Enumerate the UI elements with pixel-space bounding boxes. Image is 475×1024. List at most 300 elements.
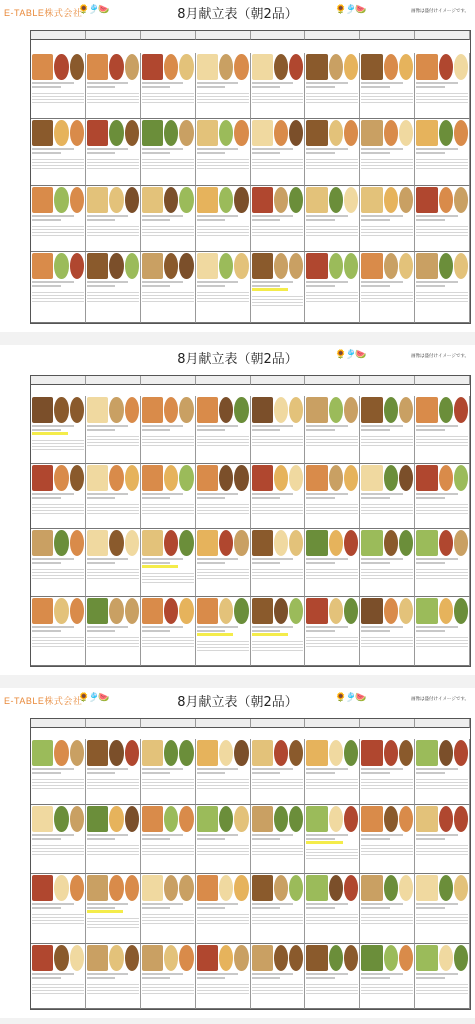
highlight-mark	[197, 633, 233, 636]
day-column-header	[86, 31, 141, 40]
highlight-mark	[87, 910, 123, 913]
dish-photo	[306, 187, 327, 213]
meal-cell	[86, 186, 141, 253]
dish-name-line	[197, 768, 239, 770]
dish-name-line	[416, 497, 445, 499]
dish-name-line	[416, 838, 445, 840]
nutrition-table	[416, 224, 468, 238]
meal-cell	[415, 464, 470, 529]
dish-photo	[252, 945, 273, 971]
dish-name-line	[416, 834, 458, 836]
nutrition-table	[32, 438, 84, 452]
meal-cell	[31, 874, 86, 943]
dish-name-line	[252, 977, 281, 979]
dish-photo	[219, 875, 233, 901]
dish-name-line	[87, 215, 129, 217]
dish-photo	[361, 54, 382, 80]
nutrition-table	[252, 502, 304, 516]
dish-name-line	[197, 558, 239, 560]
meal-cell	[360, 529, 415, 598]
dish-name-line	[306, 768, 348, 770]
dish-photo	[454, 54, 468, 80]
dish-photo	[164, 187, 178, 213]
dish-photo	[329, 253, 343, 279]
dish-name-line	[252, 626, 294, 628]
dish-photo	[197, 945, 218, 971]
dish-photo	[289, 875, 303, 901]
dish-photo	[219, 945, 233, 971]
meal-cell	[360, 464, 415, 529]
dish-photo	[32, 465, 53, 491]
dish-photo	[32, 530, 53, 556]
dish-name-line	[32, 772, 61, 774]
day-column-header	[360, 719, 415, 728]
dish-photo	[454, 465, 468, 491]
dish-photo	[234, 120, 248, 146]
menu-grid	[30, 30, 471, 324]
meal-cell	[415, 739, 470, 804]
nutrition-table	[87, 843, 139, 857]
dish-photo	[439, 806, 453, 832]
dish-photo	[361, 253, 382, 279]
meal-cell	[141, 529, 196, 598]
dish-photo	[289, 740, 303, 766]
nutrition-table	[361, 502, 413, 516]
dish-name-line	[197, 562, 226, 564]
nutrition-table	[361, 635, 413, 649]
dish-photo	[289, 945, 303, 971]
dish-photo	[70, 945, 84, 971]
dish-name-line	[197, 838, 226, 840]
dish-photo	[329, 187, 343, 213]
nutrition-table	[306, 777, 358, 791]
dish-name-line	[361, 285, 390, 287]
nutrition-table	[416, 843, 468, 857]
dish-photo	[142, 187, 163, 213]
meal-cell	[196, 119, 251, 186]
meal-cell	[196, 396, 251, 465]
meal-cell	[360, 186, 415, 253]
dish-name-line	[416, 558, 458, 560]
dish-photo	[329, 875, 343, 901]
meal-cell	[360, 119, 415, 186]
dish-name-line	[87, 630, 116, 632]
day-column-header	[31, 31, 86, 40]
dish-photo	[306, 945, 327, 971]
dish-photo	[219, 465, 233, 491]
dish-name-line	[32, 562, 61, 564]
dish-photo	[344, 598, 358, 624]
day-column-header	[141, 31, 196, 40]
dish-name-line	[416, 152, 445, 154]
dish-photo	[384, 187, 398, 213]
meal-cell	[196, 464, 251, 529]
dish-name-line	[252, 834, 294, 836]
dish-photo	[179, 120, 193, 146]
dish-name-line	[306, 285, 335, 287]
dish-name-line	[252, 285, 281, 287]
dish-name-line	[32, 497, 61, 499]
meal-cell	[31, 944, 86, 1009]
meal-cell	[305, 805, 360, 874]
dish-photo	[125, 120, 139, 146]
day-column-header	[415, 376, 470, 385]
dish-photo	[454, 253, 468, 279]
dish-photo	[125, 253, 139, 279]
dish-photo	[416, 945, 437, 971]
nutrition-table	[197, 224, 249, 238]
dish-name-line	[87, 768, 129, 770]
dish-photo	[399, 120, 413, 146]
dish-photo	[142, 530, 163, 556]
meal-cell	[360, 739, 415, 804]
dish-photo	[399, 875, 413, 901]
nutrition-table	[142, 224, 194, 238]
day-column-header	[251, 719, 306, 728]
meal-cell	[251, 119, 306, 186]
nutrition-table	[252, 567, 304, 581]
meal-cell	[305, 874, 360, 943]
meal-cell	[196, 53, 251, 120]
dish-name-line	[416, 281, 458, 283]
dish-name-line	[252, 219, 281, 221]
dish-name-line	[361, 219, 390, 221]
dish-photo	[142, 397, 163, 423]
meal-cell	[31, 252, 86, 323]
dish-name-line	[416, 903, 458, 905]
dish-photo	[179, 945, 193, 971]
dish-photo	[109, 945, 123, 971]
dish-photo	[109, 465, 123, 491]
dish-photo	[54, 253, 68, 279]
dish-photo	[289, 253, 303, 279]
dish-photo	[439, 397, 453, 423]
dish-photo	[32, 253, 53, 279]
meal-cell	[415, 53, 470, 120]
day-column-header	[305, 719, 360, 728]
nutrition-table	[87, 224, 139, 238]
dish-photo	[234, 875, 248, 901]
dish-name-line	[306, 630, 335, 632]
meal-cell	[141, 739, 196, 804]
nutrition-table	[142, 571, 194, 585]
dish-name-line	[197, 82, 239, 84]
nutrition-table	[87, 916, 139, 930]
meal-cell	[196, 739, 251, 804]
dish-name-line	[306, 281, 348, 283]
dish-photo	[252, 120, 273, 146]
day-column-header	[251, 376, 306, 385]
nutrition-table	[142, 290, 194, 304]
day-column-header	[31, 376, 86, 385]
nutrition-table	[197, 982, 249, 996]
dish-photo	[416, 465, 437, 491]
dish-name-line	[197, 907, 226, 909]
dish-name-line	[32, 626, 74, 628]
dish-name-line	[197, 215, 239, 217]
meal-cell	[251, 396, 306, 465]
dish-photo	[142, 54, 163, 80]
dish-photo	[329, 465, 343, 491]
dish-photo	[70, 397, 84, 423]
dish-photo	[454, 397, 468, 423]
dish-photo	[164, 530, 178, 556]
dish-name-line	[306, 838, 335, 840]
dish-name-line	[361, 429, 390, 431]
dish-name-line	[361, 493, 403, 495]
dish-photo	[109, 740, 123, 766]
meal-cell	[196, 186, 251, 253]
nutrition-table	[197, 777, 249, 791]
dish-photo	[179, 598, 193, 624]
meal-cell	[415, 944, 470, 1009]
nutrition-table	[87, 157, 139, 171]
dish-photo	[109, 875, 123, 901]
dish-name-line	[252, 903, 294, 905]
dish-photo	[54, 530, 68, 556]
meal-cell	[86, 597, 141, 666]
dish-name-line	[142, 148, 184, 150]
nutrition-table	[142, 843, 194, 857]
meal-cell	[86, 396, 141, 465]
dish-photo	[179, 397, 193, 423]
dish-name-line	[87, 907, 116, 909]
dish-photo	[197, 740, 218, 766]
menu-sheet-3	[0, 688, 475, 1018]
highlight-mark	[32, 432, 68, 435]
dish-photo	[219, 187, 233, 213]
meal-cell	[251, 464, 306, 529]
meal-cell	[360, 396, 415, 465]
dish-name-line	[197, 425, 239, 427]
dish-name-line	[252, 973, 294, 975]
nutrition-table	[32, 567, 84, 581]
dish-photo	[416, 598, 437, 624]
dish-name-line	[252, 630, 281, 632]
dish-photo	[329, 54, 343, 80]
dish-photo	[164, 120, 178, 146]
dish-name-line	[252, 768, 294, 770]
day-column-header	[86, 376, 141, 385]
day-column-header	[196, 31, 251, 40]
dish-photo	[87, 187, 108, 213]
dish-photo	[219, 806, 233, 832]
dish-photo	[361, 530, 382, 556]
day-column-header	[360, 31, 415, 40]
dish-name-line	[361, 82, 403, 84]
meal-cell	[141, 874, 196, 943]
meal-cell	[305, 186, 360, 253]
image-note: 画像は盛付けイメージです。	[410, 9, 469, 14]
dish-name-line	[361, 903, 403, 905]
dish-photo	[252, 187, 273, 213]
nutrition-table	[252, 224, 304, 238]
dish-photo	[306, 530, 327, 556]
dish-photo	[344, 875, 358, 901]
day-column-header	[415, 719, 470, 728]
dish-photo	[32, 806, 53, 832]
meal-cell	[141, 119, 196, 186]
dish-photo	[219, 598, 233, 624]
dish-photo	[87, 530, 108, 556]
dish-photo	[252, 530, 273, 556]
meal-cell	[86, 874, 141, 943]
nutrition-table	[87, 290, 139, 304]
dish-photo	[252, 598, 273, 624]
dish-photo	[54, 397, 68, 423]
dish-name-line	[87, 493, 129, 495]
dish-name-line	[142, 903, 184, 905]
dish-photo	[384, 740, 398, 766]
meal-cell	[251, 53, 306, 120]
meal-cell	[415, 805, 470, 874]
dish-name-line	[142, 425, 184, 427]
dish-photo	[384, 397, 398, 423]
dish-photo	[384, 945, 398, 971]
dish-photo	[179, 253, 193, 279]
dish-name-line	[361, 838, 390, 840]
dish-photo	[197, 397, 218, 423]
dish-name-line	[416, 630, 445, 632]
dish-photo	[361, 806, 382, 832]
dish-name-line	[306, 86, 335, 88]
nutrition-table	[32, 157, 84, 171]
dish-photo	[70, 806, 84, 832]
nutrition-table	[87, 502, 139, 516]
dish-photo	[384, 806, 398, 832]
nutrition-table	[32, 290, 84, 304]
meal-cell	[141, 252, 196, 323]
dish-name-line	[416, 626, 458, 628]
dish-photo	[179, 875, 193, 901]
dish-name-line	[87, 86, 116, 88]
day-column-header	[141, 719, 196, 728]
nutrition-table	[361, 224, 413, 238]
dish-photo	[344, 54, 358, 80]
summer-icons: 🌻🎐🍉	[335, 350, 366, 360]
meal-cell	[31, 464, 86, 529]
dish-photo	[289, 465, 303, 491]
meal-cell	[360, 597, 415, 666]
dish-photo	[361, 875, 382, 901]
dish-name-line	[142, 834, 184, 836]
dish-name-line	[87, 562, 116, 564]
dish-photo	[219, 54, 233, 80]
dish-photo	[274, 465, 288, 491]
dish-photo	[109, 530, 123, 556]
dish-name-line	[142, 497, 171, 499]
dish-photo	[54, 945, 68, 971]
nutrition-table	[252, 639, 304, 653]
nutrition-table	[361, 157, 413, 171]
dish-photo	[109, 120, 123, 146]
dish-photo	[87, 253, 108, 279]
nutrition-table	[87, 91, 139, 105]
dish-photo	[384, 120, 398, 146]
nutrition-table	[416, 912, 468, 926]
meal-cell	[360, 53, 415, 120]
dish-name-line	[32, 558, 74, 560]
dish-name-line	[32, 903, 74, 905]
dish-name-line	[142, 562, 171, 564]
meal-cell	[415, 529, 470, 598]
image-note: 画像は盛付けイメージです。	[410, 697, 469, 702]
dish-photo	[70, 187, 84, 213]
meal-cell	[251, 739, 306, 804]
meal-cell	[305, 252, 360, 323]
dish-photo	[70, 875, 84, 901]
summer-icons: 🌻🎐🍉	[78, 5, 109, 15]
nutrition-table	[416, 982, 468, 996]
dish-photo	[306, 598, 327, 624]
day-column-header	[305, 376, 360, 385]
dish-photo	[234, 253, 248, 279]
dish-photo	[125, 740, 139, 766]
dish-name-line	[197, 973, 239, 975]
nutrition-table	[416, 434, 468, 448]
dish-name-line	[142, 558, 184, 560]
meal-cell	[305, 529, 360, 598]
dish-photo	[361, 120, 382, 146]
nutrition-table	[416, 567, 468, 581]
dish-name-line	[142, 907, 171, 909]
meal-cell	[31, 119, 86, 186]
dish-name-line	[306, 82, 348, 84]
nutrition-table	[197, 434, 249, 448]
dish-photo	[252, 397, 273, 423]
dish-photo	[164, 54, 178, 80]
nutrition-table	[252, 157, 304, 171]
dish-name-line	[361, 281, 403, 283]
dish-photo	[289, 598, 303, 624]
dish-name-line	[252, 152, 281, 154]
nutrition-table	[252, 982, 304, 996]
nutrition-table	[142, 635, 194, 649]
dish-photo	[179, 806, 193, 832]
dish-photo	[399, 945, 413, 971]
day-column-header	[251, 31, 306, 40]
dish-photo	[399, 530, 413, 556]
dish-name-line	[32, 285, 61, 287]
dish-name-line	[361, 86, 390, 88]
dish-name-line	[197, 148, 239, 150]
dish-name-line	[32, 152, 61, 154]
nutrition-table	[306, 982, 358, 996]
day-column-header	[31, 719, 86, 728]
dish-name-line	[252, 281, 294, 283]
dish-photo	[274, 598, 288, 624]
day-column-header	[360, 376, 415, 385]
dish-name-line	[252, 82, 294, 84]
meal-cell	[31, 396, 86, 465]
dish-photo	[252, 740, 273, 766]
dish-photo	[109, 253, 123, 279]
dish-name-line	[252, 907, 281, 909]
dish-name-line	[416, 562, 445, 564]
dish-photo	[399, 397, 413, 423]
nutrition-table	[361, 91, 413, 105]
dish-name-line	[197, 152, 226, 154]
dish-photo	[32, 740, 53, 766]
nutrition-table	[361, 434, 413, 448]
meal-cell	[415, 874, 470, 943]
dish-photo	[234, 397, 248, 423]
dish-name-line	[361, 215, 403, 217]
dish-name-line	[142, 493, 184, 495]
nutrition-table	[252, 294, 304, 308]
dish-photo	[109, 54, 123, 80]
dish-name-line	[87, 82, 129, 84]
